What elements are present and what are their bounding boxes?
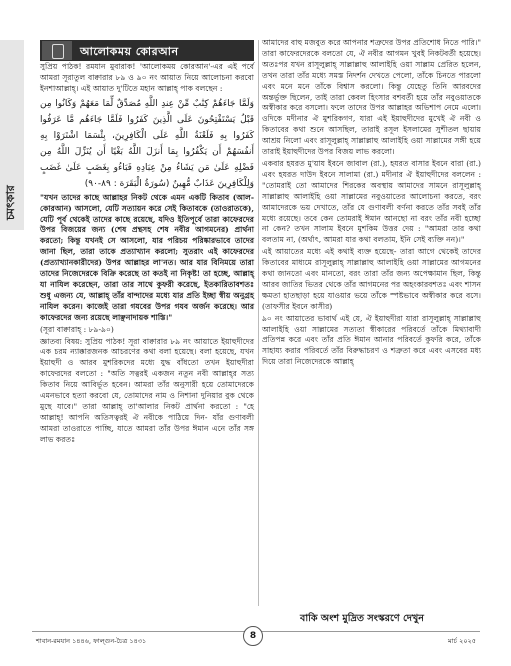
right-column — [262, 38, 481, 369]
context-paragraph: জ্ঞাতব্য বিষয়: সুপ্রিয় পাঠক! সূরা বাক্বারার ৮৯ নং আয়াতে ইয়াহুদীদের এক চরম ন্যাক্কারজনক আচরণের কথা বলা হয়েছে। বলা হয়েছে, যখন ইয়াহুদী ও আরব মুশরিকদের মধ্যে যুদ্ধ বাঁধতো তখন ইয়াহুদীরা কাফেরদের বলতো : "অতি সত্বরই একজন নতুন নবী আল্লাহ্‌র সত্য কিতাব নিয়ে আবির্ভূত হবেন। আমরা তাঁর অনুসারী হয়ে তোমাদেরকে এমনভাবে হত্যা করবো যে, তোমাদের নাম ও নিশানা দুনিয়ার বুক থেকে মুছে যাবে।" তারা আল্লাহ্‌ তা'আলার নিকট প্রার্থনা করতো : "হে আল্লাহ্‌! আপনি অতিসত্বরই ঐ নবীকে পাঠিয়ে দিন- যাঁর গুণাবলী আমরা তাওরাতে পাচ্ছি, যাতে আমরা তাঁর উপর ঈমান এনে তাঁর সঙ্গ লাভ করতঃ — [40, 336, 254, 444]
intro-paragraph: সুপ্রিয় পাঠক! রমযান মুবারাক! 'আলোকময় কোরআন'-এর এই পর্বে আমরা সূরাতুল বাক্বারার ৮৯ ও ৯০ নং আয়াত নিয়ে আলোচনা করবো ইনশাআল্লাহ্‌। এই আয়াত দু'টিতে মহান আল্লাহ্‌ পাক বলছেন : — [40, 62, 254, 93]
continue-note: বাকি অংশ মুদ্রিত সংস্করণে দেখুন — [300, 613, 424, 624]
footer-month: মার্চ ২০২৫ — [448, 637, 476, 645]
right-paragraph-2: একবার হযরত মু'য়ায ইবনে জাবাল (রা.), হযরত বাসার ইবনে বারা (রা.) এবং হযরত দাউদ ইবনে সালামা (রা.) মদীনার ঐ ইয়াহুদীদের বললেন : "তোমরাই তো আমাদের শিরকের অবস্থায় আমাদের সামনে রাসূলুল্লাহ্‌ সাল্লাল্লাহু আলাইহি ওয়া সাল্লামের নবুওয়াতের আলোচনা করতে, বরং আমাদেরকে ভয় দেখাতে, তাঁর যে গুণাবলী বর্ণনা করতে তাঁর সবই তাঁর মধ্যে রয়েছে। তবে কেন তোমরাই ঈমান আনছো না বরং তাঁর নবী হচ্ছো না কেন? তখন সালাম ইবনে মুশকিম উত্তর দেয় : "আমরা তার কথা বলতাম না, (অর্থাৎ, আমরা যার কথা বলতাম, ইনি সেই ব্যক্তি নন)।" — [262, 158, 481, 245]
right-paragraph-4: ৯০ নং আয়াতের ভাবার্থ এই যে, ঐ ইয়াহুদীরা যারা রাসূলুল্লাহ্‌ সাল্লাল্লাহু আলাইহি ওয়া সাল্লামের সত্যতা স্বীকারের পরিবর্তে তাঁকে মিথ্যাবাদী প্রতিপন্ন করে এবং তাঁর প্রতি ঈমান আনার পরিবর্তে কুফরি করে, তাঁকে সাহায্য করার পরিবর্তে তাঁর বিরুদ্ধাচরণ ও শত্রুতা করে এবং এসবের মধ্য দিয়ে তারা নিজেদেরকে আল্লাহ্‌ — [262, 313, 481, 367]
right-paragraph-3: এই আয়াতের মধ্যে এই কথাই ব্যক্ত হয়েছে- তারা আগে থেকেই তাদের কিতাবের মাধ্যমে রাসূলুল্লাহ্‌ সাল্লাল্লাহু আলাইহি ওয়া সাল্লামের আগমনের কথা জানতো এবং মানতো, বরং তারা তাঁর জন্য অপেক্ষামান ছিল, কিন্তু আরব জাতির ভিতর থেকে তাঁর আগমনের পর অহংকারবশতঃ এবং শাসন ক্ষমতা হাতছাড়া হয়ে যাওয়ার ভয়ে তাঁকে স্পষ্টভাবে অস্বীকার করে বসে। (তাফসীর ইবনে কাসীর) — [262, 247, 481, 311]
column-divider — [258, 40, 259, 606]
magazine-logo-text: চমৎকার — [4, 185, 17, 220]
right-paragraph-1: আমাদের বাহু মজবুত করে আপনার শত্রুদের উপর প্রতিশোধ নিতে পারি।" তারা কাফেরদেরকে বলতো যে, ঐ নবীর আগমন খুবই নিকটবর্তী হয়েছে। অতঃপর যখন রাসূলুল্লাহ্‌ সাল্লাল্লাহু আলাইহি ওয়া সাল্লাম প্রেরিত হলেন, তখন তারা তাঁর মধ্যে সমস্ত নিদর্শন দেখতে পেলো, তাঁকে চিনতে পারলো এবং মনে মনে তাঁকে বিশ্বাস করলো। কিন্তু যেহেতু তিনি আরবদের অন্তর্ভুক্ত ছিলেন, তাই তারা কেবল হিংসার বশবর্তী হয়ে তাঁর নবুওয়াতকে অস্বীকার করে বসলো। ফলে তাদের উপর আল্লাহর অভিশাপ নেমে এলো। ওদিকে মদীনার ঐ মুশরিকগণ, যারা এই ইয়াহুদীদের মুখেই ঐ নবী ও কিতাবের কথা শুনে আসছিল, তারাই রসূল ইসলামের সুশীতল ছায়ায় আশ্রয় নিলো এবং রাসূলুল্লাহ্‌ সাল্লাল্লাহু আলাইহি ওয়া সাল্লামের সঙ্গী হয়ে তারাই ইয়াহুদীদের উপর বিজয় লাভ করলো। — [262, 38, 481, 157]
translation-paragraph: "যখন তাদের কাছে আল্লাহর নিকট থেকে এমন একটি কিতাব (আল-কোরআন) আসলো, যেটি সত্যায়ন করে সেই কিতাবকে (তাওরাতকে), যেটি পূর্ব থেকেই তাদের কাছে রয়েছে, যদিও ইতিপূর্বে তারা কাফেরদের উপর বিজয়ের জন্য (শেষ প্রন্থসহ শেষ নবীর আগমনের) প্রার্থনা করতো; কিন্তু যখনই সে আসলো, যার পরিচয় পরিষ্কারভাবে তাদের জানা ছিল, তারা তাকে প্রত্যাখ্যান করলো; সুতরাং এই কাফেরদের (প্রত্যাখ্যানকারীদের) উপর আল্লাহর লা'নত। আর যার বিনিময়ে তারা তাদের নিজেদেরকে বিক্রি করেছে তা কতই না নিকৃষ্ট! তা হচ্ছে, আল্লাহ্‌ যা নাযিল করেছেন, তারা তার সাথে কুফরী করেছে, ইতকারিতাবশতঃ শুধু এজন্য যে, আল্লাহ্‌ তাঁর বান্দাদের মধ্যে যার প্রতি ইচ্ছা স্বীয় অনুগ্রহ নাযিল করেন। কাজেই তারা গযবের উপর গযব অর্জন করেছে। আর কাফেরদের জন্য রয়েছে লাঞ্ছনাদায়ক শাস্তি।" — [40, 192, 254, 322]
footer-hijri-date: শাবান-রমযান ১৪৪৬, ফাল্গুন-চৈত্র ১৪৩১ — [36, 637, 147, 645]
left-column — [40, 62, 254, 447]
section-title: আলোকময় কোরআন — [80, 45, 179, 58]
book-icon — [42, 41, 72, 60]
page-number: 8 — [243, 626, 263, 646]
arabic-verse: وَلَمَّا جَاءَهُمْ كِتَٰبٌ مِّنْ عِندِ اللَّهِ مُصَدِّقٌ لِّمَا مَعَهُمْ وَكَانُوا مِن قَبْلُ يَسْتَفْتِحُونَ عَلَى الَّذِينَ كَفَرُوا فَلَمَّا جَاءَهُم مَّا عَرَفُوا كَفَرُوا بِهِ فَلَعْنَةُ اللَّهِ عَلَى الْكَافِرِينَ، بِئْسَمَا اشْتَرَوْا بِهِ أَنفُسَهُمْ أَن يَكْفُرُوا بِمَا أَنزَلَ اللَّهُ بَغْيًا أَن يُنَزِّلَ اللَّهُ مِن فَضْلِهِ عَلَىٰ مَن يَشَاءُ مِنْ عِبَادِهِ فَبَاءُو بِغَضَبٍ عَلَىٰ غَضَبٍ وَلِلْكَافِرِينَ عَذَابٌ مُّهِينٌ (سُورَةُ الْبَقَرَة : ٨٩-٩٠) — [40, 98, 254, 189]
section-header — [40, 40, 254, 61]
verse-citation: (সূরা বাক্বারাহ্‌ : ৮৯-৯০) — [40, 324, 114, 334]
magazine-side-strip — [0, 40, 24, 230]
